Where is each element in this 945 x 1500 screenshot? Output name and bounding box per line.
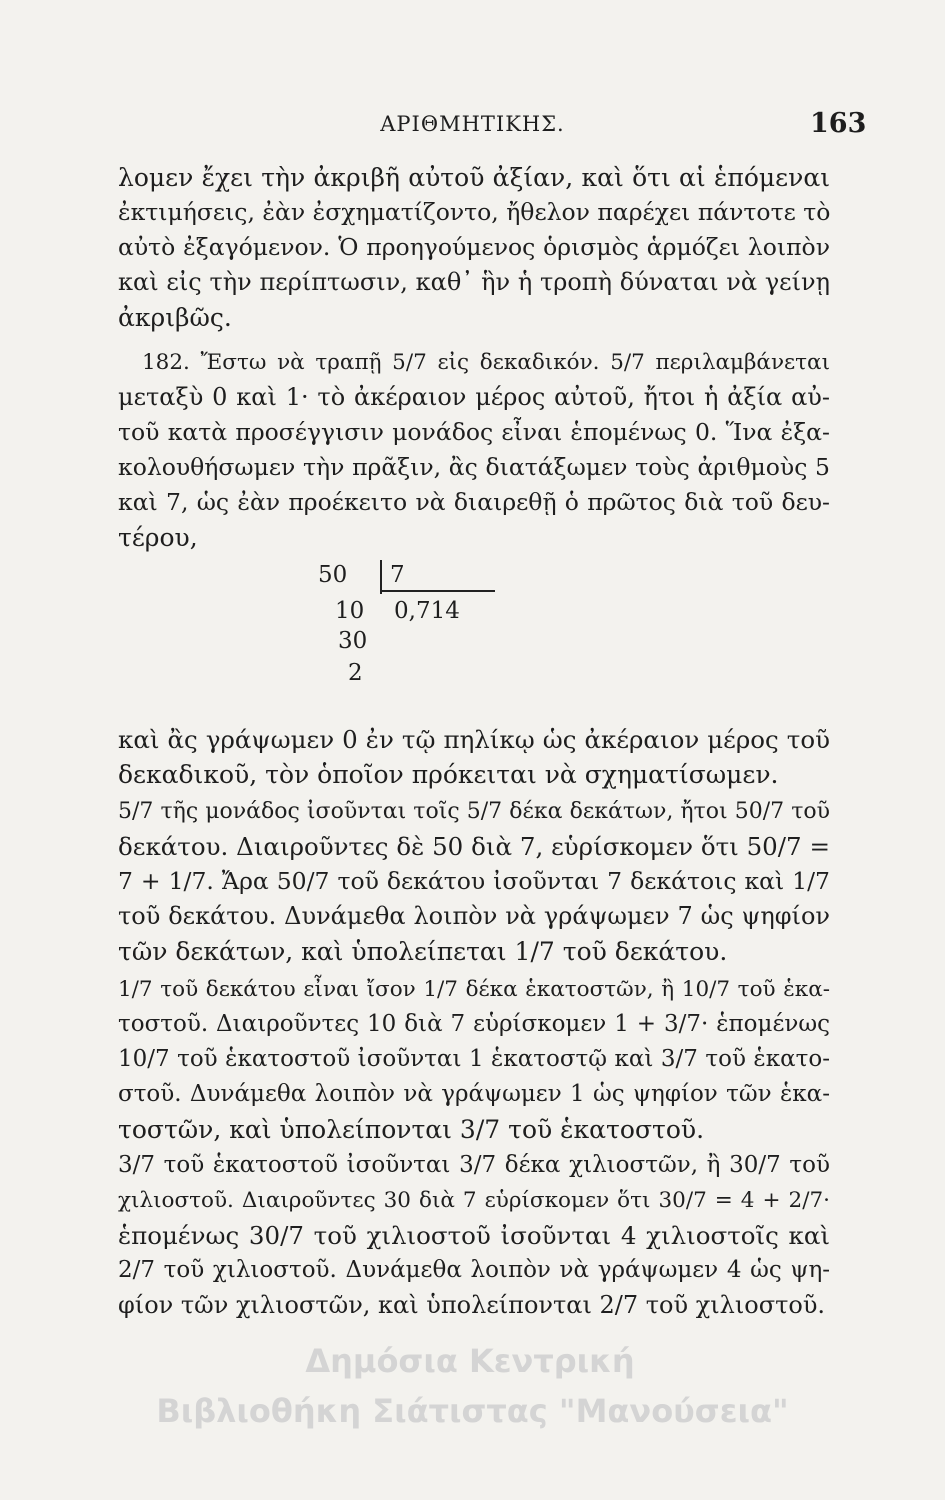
- division-bar-horizontal: [380, 590, 495, 592]
- running-title: ΑΡΙΘΜΗΤΙΚΗΣ.: [380, 112, 565, 136]
- text-line: τοστοῦ. Διαιροῦντες 10 διὰ 7 εὑρίσκομεν 1 + 3/7· ἑπομένως: [118, 1011, 830, 1037]
- text-line: 7 + 1/7. Ἄρα 50/7 τοῦ δεκάτου ἰσοῦνται 7 δεκάτοις καὶ 1/7: [118, 867, 830, 895]
- text-line: 2/7 τοῦ χιλιοστοῦ. Δυνάμεθα λοιπὸν νὰ γράψωμεν 4 ὡς ψη-: [118, 1257, 830, 1283]
- page-header: [0, 108, 945, 148]
- text-line: τοῦ δεκάτου. Δυνάμεθα λοιπὸν νὰ γράψωμεν 7 ὡς ψηφίον: [118, 902, 830, 930]
- text-line: 182. Ἔστω νὰ τραπῇ 5/7 εἰς δεκαδικόν. 5/7 περιλαμβάνεται: [142, 350, 830, 375]
- division-remainder: 10: [335, 598, 365, 624]
- paragraph: [118, 794, 830, 969]
- text-line: τέρου,: [118, 523, 198, 552]
- paragraph: [118, 345, 830, 555]
- library-watermark-line-2: Βιβλιοθήκη Σιάτιστας "Μανούσεια": [156, 1392, 789, 1430]
- paragraph: [118, 972, 830, 1147]
- page-number: 163: [810, 108, 867, 139]
- division-remainder: 2: [348, 660, 363, 686]
- text-line: καὶ ἂς γράψωμεν 0 ἐν τῷ πηλίκῳ ὡς ἀκέραιον μέρος τοῦ: [118, 725, 830, 754]
- text-line: τῶν δεκάτων, καὶ ὑπολείπεται 1/7 τοῦ δεκάτου.: [118, 937, 728, 966]
- text-line: ἑπομένως 30/7 τοῦ χιλιοστοῦ ἰσοῦνται 4 χιλιοστοῖς καὶ: [118, 1221, 830, 1250]
- division-bar-vertical: [380, 560, 382, 594]
- text-line: καὶ 7, ὡς ἐὰν προέκειτο νὰ διαιρεθῇ ὁ πρῶτος διὰ τοῦ δευ-: [118, 488, 830, 516]
- paragraph: [118, 1148, 830, 1323]
- text-line: χιλιοστοῦ. Διαιροῦντες 30 διὰ 7 εὑρίσκομεν ὅτι 30/7 = 4 + 2/7·: [118, 1188, 830, 1213]
- text-line: μεταξὺ 0 καὶ 1· τὸ ἀκέραιον μέρος αὐτοῦ, ἤτοι ἡ ἀξία αὐ-: [118, 383, 830, 411]
- division-quotient: 0,714: [394, 598, 460, 624]
- text-line: κολουθήσωμεν τὴν πρᾶξιν, ἂς διατάξωμεν τοὺς ἀριθμοὺς 5: [118, 453, 830, 481]
- text-line: 5/7 τῆς μονάδος ἰσοῦνται τοῖς 5/7 δέκα δεκάτων, ἤτοι 50/7 τοῦ: [118, 799, 830, 824]
- long-division: [300, 560, 500, 690]
- text-line: τοῦ κατὰ προσέγγισιν μονάδος εἶναι ἑπομένως 0. Ἵνα ἐξα-: [118, 418, 830, 446]
- text-line: αὐτὸ ἐξαγόμενον. Ὁ προηγούμενος ὁρισμὸς ἁρμόζει λοιπὸν: [118, 233, 830, 261]
- text-line: 3/7 τοῦ ἑκατοστοῦ ἰσοῦνται 3/7 δέκα χιλιοστῶν, ἢ 30/7 τοῦ: [118, 1152, 830, 1178]
- text-line: δεκαδικοῦ, τὸν ὁποῖον πρόκειται νὰ σχηματίσωμεν.: [118, 760, 779, 789]
- text-line: τοστῶν, καὶ ὑπολείπονται 3/7 τοῦ ἑκατοστοῦ.: [118, 1115, 705, 1144]
- text-line: 1/7 τοῦ δεκάτου εἶναι ἴσον 1/7 δέκα ἑκατοστῶν, ἢ 10/7 τοῦ ἑκα-: [118, 977, 830, 1002]
- text-line: ἀκριβῶς.: [118, 303, 232, 332]
- paragraph: [118, 722, 830, 792]
- paragraph: [118, 160, 830, 335]
- text-line: φίον τῶν χιλιοστῶν, καὶ ὑπολείπονται 2/7 τοῦ χιλιοστοῦ.: [118, 1291, 826, 1319]
- text-line: λομεν ἔχει τὴν ἀκριβῆ αὐτοῦ ἀξίαν, καὶ ὅτι αἱ ἑπόμεναι: [118, 163, 830, 192]
- text-line: καὶ εἰς τὴν περίπτωσιν, καθ᾿ ἣν ἡ τροπὴ δύναται νὰ γείνῃ: [118, 268, 830, 296]
- text-line: στοῦ. Δυνάμεθα λοιπὸν νὰ γράψωμεν 1 ὡς ψηφίον τῶν ἑκα-: [118, 1081, 830, 1107]
- division-divisor: 7: [390, 562, 405, 588]
- text-line: δεκάτου. Διαιροῦντες δὲ 50 διὰ 7, εὑρίσκομεν ὅτι 50/7 =: [118, 832, 830, 861]
- division-dividend: 50: [318, 562, 348, 588]
- library-watermark-line-1: Δημόσια Κεντρική: [305, 1342, 635, 1380]
- text-line: ἐκτιμήσεις, ἐὰν ἐσχηματίζοντο, ἤθελον παρέχει πάντοτε τὸ: [118, 198, 831, 226]
- text-line: 10/7 τοῦ ἑκατοστοῦ ἰσοῦνται 1 ἑκατοστῷ καὶ 3/7 τοῦ ἑκατο-: [118, 1046, 830, 1072]
- division-remainder: 30: [338, 628, 368, 654]
